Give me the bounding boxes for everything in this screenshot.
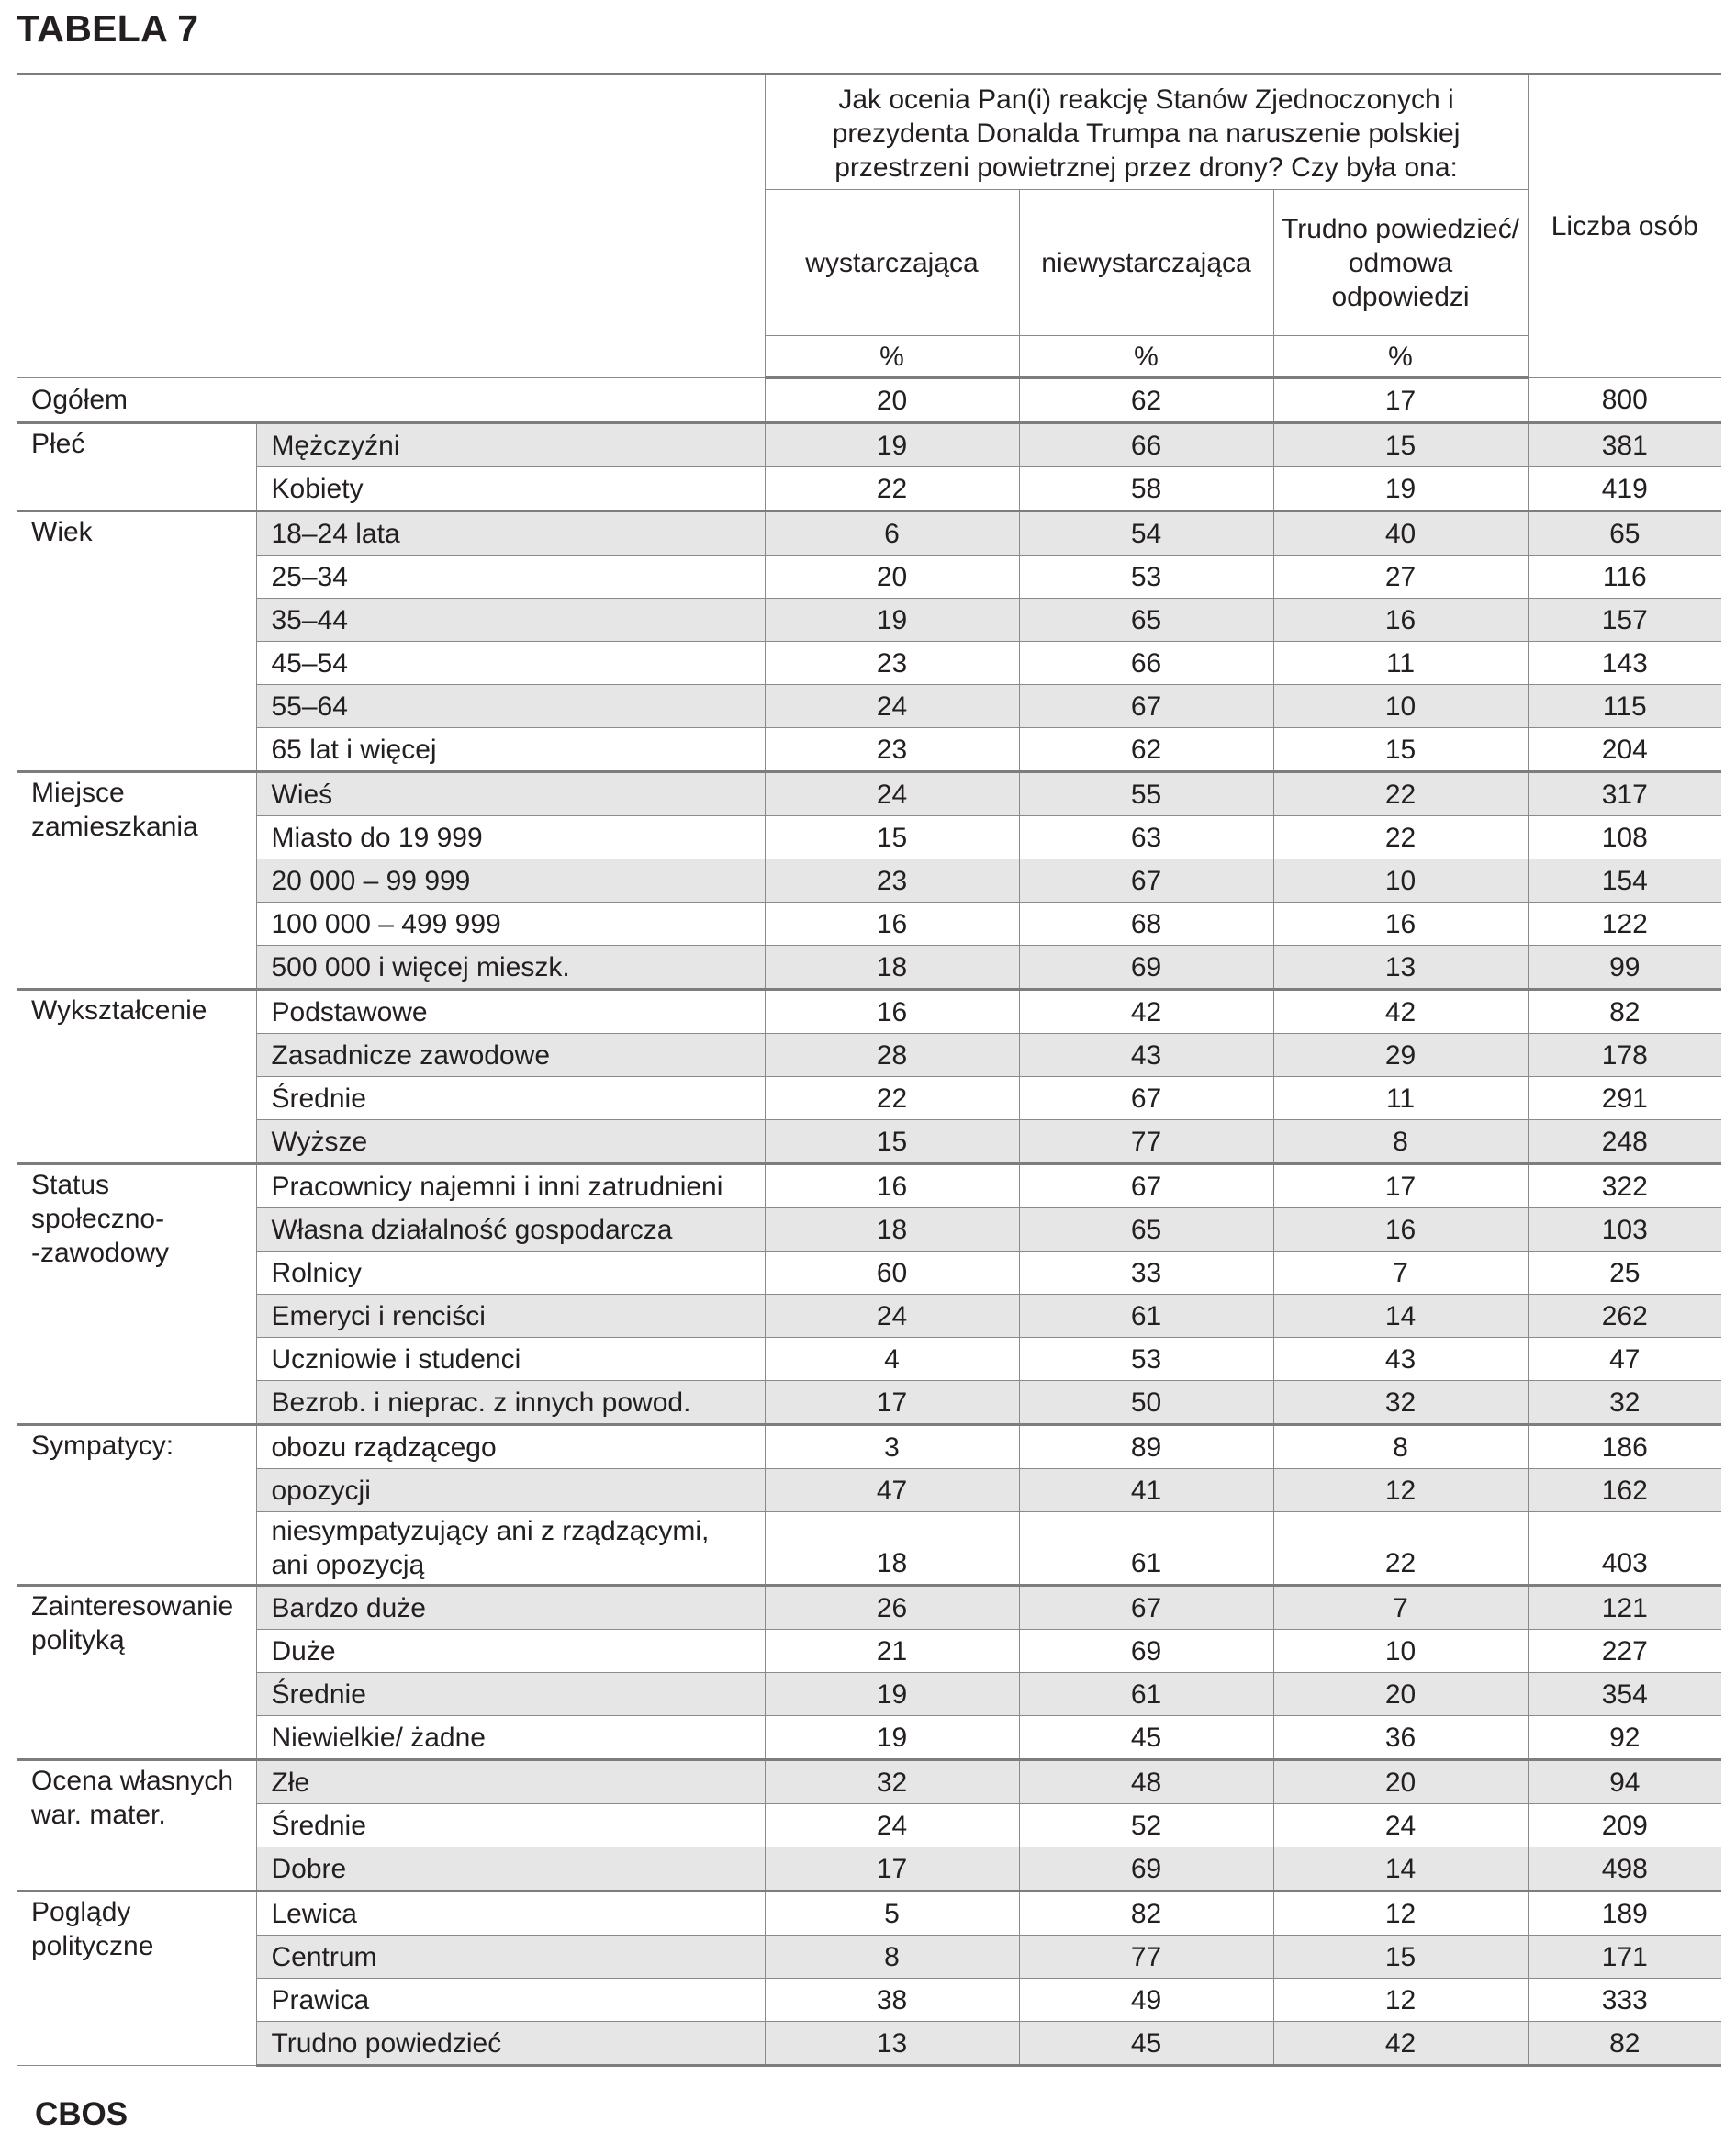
group-label: Miejsce zamieszkania bbox=[17, 772, 256, 990]
value-hard-to-say: 7 bbox=[1273, 1586, 1528, 1630]
value-count: 94 bbox=[1528, 1760, 1721, 1804]
table-title: TABELA 7 bbox=[17, 7, 199, 50]
unit-label-percent: % bbox=[1273, 336, 1528, 378]
value-hard-to-say: 13 bbox=[1273, 946, 1528, 990]
value-count: 115 bbox=[1528, 685, 1721, 728]
value-insufficient: 63 bbox=[1019, 816, 1273, 859]
row-label: 45–54 bbox=[256, 642, 765, 685]
value-count: 121 bbox=[1528, 1586, 1721, 1630]
value-insufficient: 65 bbox=[1019, 1208, 1273, 1252]
value-hard-to-say: 40 bbox=[1273, 511, 1528, 556]
value-count: 800 bbox=[1528, 378, 1721, 423]
value-count: 209 bbox=[1528, 1804, 1721, 1847]
row-label: 35–44 bbox=[256, 599, 765, 642]
value-insufficient: 54 bbox=[1019, 511, 1273, 556]
row-label: Podstawowe bbox=[256, 990, 765, 1034]
value-insufficient: 48 bbox=[1019, 1760, 1273, 1804]
value-count: 354 bbox=[1528, 1673, 1721, 1716]
value-hard-to-say: 19 bbox=[1273, 467, 1528, 511]
value-insufficient: 89 bbox=[1019, 1425, 1273, 1469]
value-sufficient: 13 bbox=[765, 2022, 1019, 2066]
table-row bbox=[17, 1760, 1721, 1804]
value-hard-to-say: 10 bbox=[1273, 685, 1528, 728]
value-sufficient: 18 bbox=[765, 1208, 1019, 1252]
value-hard-to-say: 22 bbox=[1273, 1512, 1528, 1586]
value-count: 92 bbox=[1528, 1716, 1721, 1760]
table-row bbox=[17, 772, 1721, 816]
group-label-line: społeczno- bbox=[31, 1204, 165, 1234]
row-label: Duże bbox=[256, 1630, 765, 1673]
value-hard-to-say: 43 bbox=[1273, 1338, 1528, 1381]
table-body bbox=[17, 378, 1721, 2066]
value-hard-to-say: 15 bbox=[1273, 1936, 1528, 1979]
value-sufficient: 38 bbox=[765, 1979, 1019, 2022]
table-row bbox=[17, 642, 1721, 685]
value-count: 419 bbox=[1528, 467, 1721, 511]
unit-label-percent: % bbox=[765, 336, 1019, 378]
value-sufficient: 19 bbox=[765, 599, 1019, 642]
row-label: Wieś bbox=[256, 772, 765, 816]
value-sufficient: 20 bbox=[765, 378, 1019, 423]
table-row bbox=[17, 1586, 1721, 1630]
value-hard-to-say: 24 bbox=[1273, 1804, 1528, 1847]
value-sufficient: 24 bbox=[765, 772, 1019, 816]
table-row bbox=[17, 599, 1721, 642]
row-label-line: ani opozycją bbox=[271, 1550, 425, 1580]
value-count: 186 bbox=[1528, 1425, 1721, 1469]
value-insufficient: 61 bbox=[1019, 1295, 1273, 1338]
value-insufficient: 45 bbox=[1019, 1716, 1273, 1760]
value-count: 103 bbox=[1528, 1208, 1721, 1252]
value-hard-to-say: 36 bbox=[1273, 1716, 1528, 1760]
value-sufficient: 18 bbox=[765, 946, 1019, 990]
table-row bbox=[17, 1804, 1721, 1847]
value-hard-to-say: 11 bbox=[1273, 642, 1528, 685]
value-sufficient: 23 bbox=[765, 642, 1019, 685]
row-label: Średnie bbox=[256, 1077, 765, 1120]
value-sufficient: 15 bbox=[765, 816, 1019, 859]
value-sufficient: 4 bbox=[765, 1338, 1019, 1381]
value-hard-to-say: 15 bbox=[1273, 728, 1528, 772]
value-sufficient: 47 bbox=[765, 1469, 1019, 1512]
value-hard-to-say: 32 bbox=[1273, 1381, 1528, 1425]
value-insufficient: 67 bbox=[1019, 1077, 1273, 1120]
table-row bbox=[17, 1381, 1721, 1425]
row-label: Bardzo duże bbox=[256, 1586, 765, 1630]
table-row bbox=[17, 1425, 1721, 1469]
value-insufficient: 42 bbox=[1019, 990, 1273, 1034]
value-sufficient: 16 bbox=[765, 990, 1019, 1034]
value-hard-to-say: 15 bbox=[1273, 423, 1528, 467]
table-row bbox=[17, 511, 1721, 556]
value-insufficient: 77 bbox=[1019, 1936, 1273, 1979]
table-row bbox=[17, 1120, 1721, 1164]
row-label: Niewielkie/ żadne bbox=[256, 1716, 765, 1760]
value-count: 333 bbox=[1528, 1979, 1721, 2022]
value-insufficient: 43 bbox=[1019, 1034, 1273, 1077]
row-label: Miasto do 19 999 bbox=[256, 816, 765, 859]
value-hard-to-say: 17 bbox=[1273, 378, 1528, 423]
value-insufficient: 55 bbox=[1019, 772, 1273, 816]
value-hard-to-say: 22 bbox=[1273, 816, 1528, 859]
row-label: Pracownicy najemni i inni zatrudnieni bbox=[256, 1164, 765, 1208]
value-insufficient: 66 bbox=[1019, 642, 1273, 685]
value-insufficient: 66 bbox=[1019, 423, 1273, 467]
table-row bbox=[17, 1034, 1721, 1077]
value-count: 262 bbox=[1528, 1295, 1721, 1338]
value-sufficient: 28 bbox=[765, 1034, 1019, 1077]
value-hard-to-say: 14 bbox=[1273, 1847, 1528, 1891]
value-insufficient: 41 bbox=[1019, 1469, 1273, 1512]
value-insufficient: 45 bbox=[1019, 2022, 1273, 2066]
value-count: 178 bbox=[1528, 1034, 1721, 1077]
value-insufficient: 61 bbox=[1019, 1512, 1273, 1586]
table-row bbox=[17, 990, 1721, 1034]
value-count: 25 bbox=[1528, 1252, 1721, 1295]
row-label: Rolnicy bbox=[256, 1252, 765, 1295]
value-sufficient: 16 bbox=[765, 1164, 1019, 1208]
value-sufficient: 23 bbox=[765, 859, 1019, 903]
table-row bbox=[17, 1077, 1721, 1120]
table-row bbox=[17, 1673, 1721, 1716]
value-count: 82 bbox=[1528, 990, 1721, 1034]
row-label: 20 000 – 99 999 bbox=[256, 859, 765, 903]
value-count: 498 bbox=[1528, 1847, 1721, 1891]
table-row bbox=[17, 1208, 1721, 1252]
value-count: 403 bbox=[1528, 1512, 1721, 1586]
group-label: Wiek bbox=[17, 511, 256, 772]
value-sufficient: 17 bbox=[765, 1847, 1019, 1891]
row-label: Bezrob. i nieprac. z innych powod. bbox=[256, 1381, 765, 1425]
value-hard-to-say: 29 bbox=[1273, 1034, 1528, 1077]
value-count: 162 bbox=[1528, 1469, 1721, 1512]
row-label-line: niesympatyzujący ani z rządzącymi, bbox=[271, 1516, 710, 1546]
row-label: 25–34 bbox=[256, 556, 765, 599]
value-insufficient: 61 bbox=[1019, 1673, 1273, 1716]
table-row bbox=[17, 946, 1721, 990]
value-sufficient: 6 bbox=[765, 511, 1019, 556]
group-label: Zainteresowanie polityką bbox=[17, 1586, 256, 1760]
value-insufficient: 67 bbox=[1019, 1586, 1273, 1630]
value-insufficient: 69 bbox=[1019, 1847, 1273, 1891]
unit-label-percent: % bbox=[1019, 336, 1273, 378]
group-label-line: -zawodowy bbox=[31, 1238, 170, 1268]
value-count: 291 bbox=[1528, 1077, 1721, 1120]
column-header-sufficient: wystarczająca bbox=[765, 190, 1019, 336]
value-sufficient: 3 bbox=[765, 1425, 1019, 1469]
column-header-hard-to-say: Trudno powiedzieć/ odmowa odpowiedzi bbox=[1273, 190, 1528, 336]
row-label: Emeryci i renciści bbox=[256, 1295, 765, 1338]
value-sufficient: 19 bbox=[765, 423, 1019, 467]
value-insufficient: 62 bbox=[1019, 728, 1273, 772]
value-hard-to-say: 7 bbox=[1273, 1252, 1528, 1295]
value-count: 108 bbox=[1528, 816, 1721, 859]
value-count: 189 bbox=[1528, 1891, 1721, 1936]
table-row bbox=[17, 1252, 1721, 1295]
value-count: 99 bbox=[1528, 946, 1721, 990]
row-label: Trudno powiedzieć bbox=[256, 2022, 765, 2066]
value-count: 82 bbox=[1528, 2022, 1721, 2066]
value-sufficient: 23 bbox=[765, 728, 1019, 772]
table-row bbox=[17, 1338, 1721, 1381]
header-blank-corner bbox=[17, 74, 765, 378]
value-sufficient: 16 bbox=[765, 903, 1019, 946]
value-count: 381 bbox=[1528, 423, 1721, 467]
value-hard-to-say: 20 bbox=[1273, 1760, 1528, 1804]
value-count: 143 bbox=[1528, 642, 1721, 685]
value-sufficient: 24 bbox=[765, 1804, 1019, 1847]
value-hard-to-say: 16 bbox=[1273, 599, 1528, 642]
total-row bbox=[17, 378, 1721, 423]
row-label bbox=[256, 1512, 765, 1586]
value-count: 157 bbox=[1528, 599, 1721, 642]
value-sufficient: 19 bbox=[765, 1673, 1019, 1716]
value-hard-to-say: 11 bbox=[1273, 1077, 1528, 1120]
value-hard-to-say: 10 bbox=[1273, 859, 1528, 903]
question-header: Jak ocenia Pan(i) reakcję Stanów Zjednoczonych i prezydenta Donalda Trumpa na naruszenie polskiej przestrzeni powietrznej przez drony? Czy była ona: bbox=[765, 74, 1528, 190]
row-label: Uczniowie i studenci bbox=[256, 1338, 765, 1381]
row-label: Średnie bbox=[256, 1804, 765, 1847]
row-label: Złe bbox=[256, 1760, 765, 1804]
value-count: 154 bbox=[1528, 859, 1721, 903]
table-row bbox=[17, 1469, 1721, 1512]
value-insufficient: 49 bbox=[1019, 1979, 1273, 2022]
table-row bbox=[17, 1164, 1721, 1208]
row-label: Prawica bbox=[256, 1979, 765, 2022]
value-count: 322 bbox=[1528, 1164, 1721, 1208]
value-sufficient: 24 bbox=[765, 685, 1019, 728]
value-hard-to-say: 16 bbox=[1273, 903, 1528, 946]
table-row bbox=[17, 1936, 1721, 1979]
value-sufficient: 5 bbox=[765, 1891, 1019, 1936]
value-hard-to-say: 42 bbox=[1273, 2022, 1528, 2066]
value-insufficient: 50 bbox=[1019, 1381, 1273, 1425]
value-count: 47 bbox=[1528, 1338, 1721, 1381]
value-insufficient: 65 bbox=[1019, 599, 1273, 642]
table-row bbox=[17, 1891, 1721, 1936]
value-sufficient: 24 bbox=[765, 1295, 1019, 1338]
group-label: Płeć bbox=[17, 423, 256, 511]
table-row bbox=[17, 816, 1721, 859]
table-row bbox=[17, 1630, 1721, 1673]
value-insufficient: 67 bbox=[1019, 859, 1273, 903]
value-hard-to-say: 8 bbox=[1273, 1120, 1528, 1164]
value-insufficient: 69 bbox=[1019, 946, 1273, 990]
group-label-line: Status bbox=[31, 1170, 110, 1200]
table-row bbox=[17, 1716, 1721, 1760]
value-insufficient: 33 bbox=[1019, 1252, 1273, 1295]
value-sufficient: 19 bbox=[765, 1716, 1019, 1760]
results-table bbox=[17, 73, 1721, 2067]
value-sufficient: 60 bbox=[765, 1252, 1019, 1295]
value-count: 204 bbox=[1528, 728, 1721, 772]
row-label: Wyższe bbox=[256, 1120, 765, 1164]
value-count: 317 bbox=[1528, 772, 1721, 816]
row-label: obozu rządzącego bbox=[256, 1425, 765, 1469]
value-hard-to-say: 42 bbox=[1273, 990, 1528, 1034]
row-label: 55–64 bbox=[256, 685, 765, 728]
row-label: 18–24 lata bbox=[256, 511, 765, 556]
row-label: opozycji bbox=[256, 1469, 765, 1512]
value-hard-to-say: 12 bbox=[1273, 1891, 1528, 1936]
value-sufficient: 32 bbox=[765, 1760, 1019, 1804]
row-label: 65 lat i więcej bbox=[256, 728, 765, 772]
table-row bbox=[17, 859, 1721, 903]
value-hard-to-say: 10 bbox=[1273, 1630, 1528, 1673]
row-label: Mężczyźni bbox=[256, 423, 765, 467]
table-row bbox=[17, 1295, 1721, 1338]
column-header-insufficient: niewystarczająca bbox=[1019, 190, 1273, 336]
table-row bbox=[17, 1512, 1721, 1586]
value-count: 248 bbox=[1528, 1120, 1721, 1164]
value-insufficient: 58 bbox=[1019, 467, 1273, 511]
value-count: 171 bbox=[1528, 1936, 1721, 1979]
table-row bbox=[17, 903, 1721, 946]
value-count: 32 bbox=[1528, 1381, 1721, 1425]
group-label: Poglądy polityczne bbox=[17, 1891, 256, 2066]
value-insufficient: 67 bbox=[1019, 1164, 1273, 1208]
row-label: Kobiety bbox=[256, 467, 765, 511]
value-insufficient: 82 bbox=[1019, 1891, 1273, 1936]
value-hard-to-say: 22 bbox=[1273, 772, 1528, 816]
value-sufficient: 22 bbox=[765, 1077, 1019, 1120]
value-insufficient: 69 bbox=[1019, 1630, 1273, 1673]
value-hard-to-say: 20 bbox=[1273, 1673, 1528, 1716]
value-insufficient: 68 bbox=[1019, 903, 1273, 946]
value-sufficient: 17 bbox=[765, 1381, 1019, 1425]
value-hard-to-say: 12 bbox=[1273, 1469, 1528, 1512]
value-hard-to-say: 8 bbox=[1273, 1425, 1528, 1469]
value-sufficient: 18 bbox=[765, 1512, 1019, 1586]
group-label: Wykształcenie bbox=[17, 990, 256, 1164]
row-label: 500 000 i więcej mieszk. bbox=[256, 946, 765, 990]
table-row bbox=[17, 1979, 1721, 2022]
table-row bbox=[17, 685, 1721, 728]
table-row bbox=[17, 467, 1721, 511]
row-label: Własna działalność gospodarcza bbox=[256, 1208, 765, 1252]
value-hard-to-say: 12 bbox=[1273, 1979, 1528, 2022]
table-row bbox=[17, 2022, 1721, 2066]
source-logo-text: CBOS bbox=[35, 2096, 129, 2132]
value-sufficient: 26 bbox=[765, 1586, 1019, 1630]
row-label: Dobre bbox=[256, 1847, 765, 1891]
value-insufficient: 67 bbox=[1019, 685, 1273, 728]
column-header-count: Liczba osób bbox=[1528, 74, 1721, 378]
table-row bbox=[17, 728, 1721, 772]
value-sufficient: 8 bbox=[765, 1936, 1019, 1979]
value-hard-to-say: 17 bbox=[1273, 1164, 1528, 1208]
value-insufficient: 52 bbox=[1019, 1804, 1273, 1847]
table-row bbox=[17, 556, 1721, 599]
table-row bbox=[17, 423, 1721, 467]
value-hard-to-say: 27 bbox=[1273, 556, 1528, 599]
value-insufficient: 53 bbox=[1019, 1338, 1273, 1381]
value-count: 122 bbox=[1528, 903, 1721, 946]
value-insufficient: 77 bbox=[1019, 1120, 1273, 1164]
value-sufficient: 15 bbox=[765, 1120, 1019, 1164]
row-label: Średnie bbox=[256, 1673, 765, 1716]
group-label bbox=[17, 1164, 256, 1425]
row-label: Lewica bbox=[256, 1891, 765, 1936]
value-sufficient: 20 bbox=[765, 556, 1019, 599]
total-label: Ogółem bbox=[17, 378, 765, 423]
row-label: Zasadnicze zawodowe bbox=[256, 1034, 765, 1077]
value-insufficient: 53 bbox=[1019, 556, 1273, 599]
group-label: Sympatycy: bbox=[17, 1425, 256, 1586]
value-count: 116 bbox=[1528, 556, 1721, 599]
row-label: 100 000 – 499 999 bbox=[256, 903, 765, 946]
group-label: Ocena własnych war. mater. bbox=[17, 1760, 256, 1891]
value-sufficient: 22 bbox=[765, 467, 1019, 511]
value-insufficient: 62 bbox=[1019, 378, 1273, 423]
value-count: 227 bbox=[1528, 1630, 1721, 1673]
value-sufficient: 21 bbox=[765, 1630, 1019, 1673]
value-hard-to-say: 14 bbox=[1273, 1295, 1528, 1338]
value-count: 65 bbox=[1528, 511, 1721, 556]
table-row bbox=[17, 1847, 1721, 1891]
row-label: Centrum bbox=[256, 1936, 765, 1979]
value-hard-to-say: 16 bbox=[1273, 1208, 1528, 1252]
